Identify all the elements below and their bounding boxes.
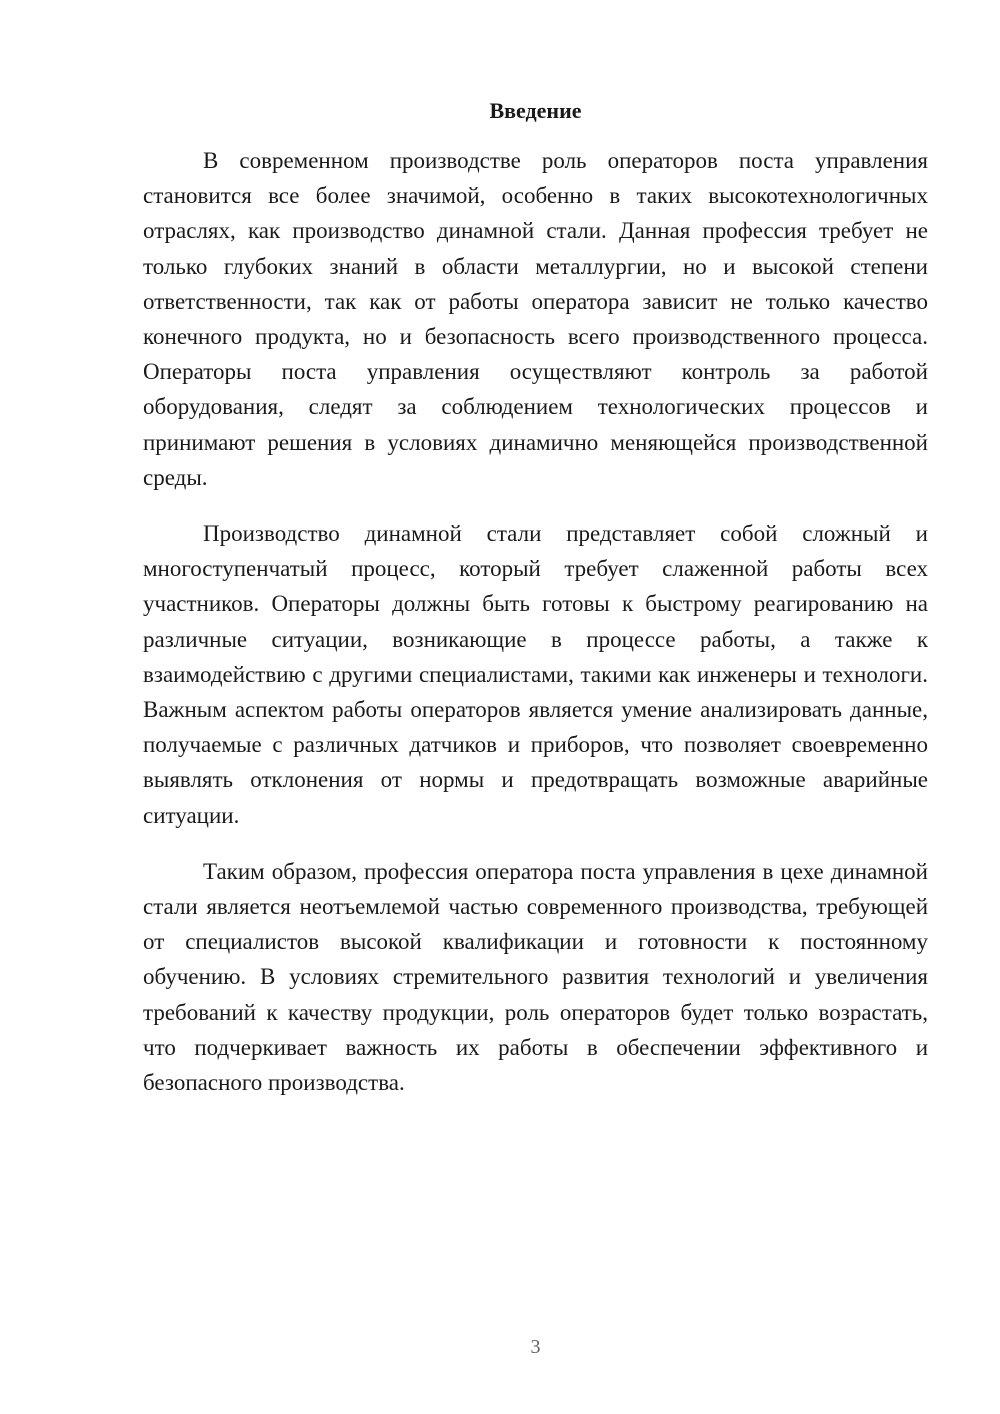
paragraph-1: В современном производстве роль операторов поста управления становится все более значимой, особенно в таких высокотехнологичных отраслях, как производство динамной стали. Данная профессия требует не только глубоких знаний в области металлургии, но и высокой степени ответственности, так как от работы оператора зависит не только качество конечного продукта, но и безопасность всего производственного процесса. Операторы поста управления осуществляют контроль за работой оборудования, следят за соблюдением технологических процессов и принимают решения в условиях динамично меняющейся производственной среды.: [143, 148, 928, 490]
section-heading: Введение: [489, 98, 582, 123]
paragraph-2: Производство динамной стали представляет собой сложный и многоступенчатый процесс, который требует слаженной работы всех участников. Операторы должны быть готовы к быстрому реагированию на различные ситуации, возникающие в процессе работы, а также к взаимодействию с другими специалистами, такими как инженеры и технологи. Важным аспектом работы операторов является умение анализировать данные, получаемые с различных датчиков и приборов, что позволяет своевременно выявлять отклонения от нормы и предотвращать возможные аварийные ситуации.: [143, 521, 928, 828]
paragraph-3: Таким образом, профессия оператора поста управления в цехе динамной стали является неотъемлемой частью современного производства, требующей от специалистов высокой квалификации и готовности к постоянному обучению. В условиях стремительного развития технологий и увеличения требований к качеству продукции, роль операторов будет только возрастать, что подчеркивает важность их работы в обеспечении эффективного и безопасного производства.: [143, 858, 928, 1096]
page-number: 3: [530, 1336, 541, 1358]
document-body: [143, 143, 928, 1121]
